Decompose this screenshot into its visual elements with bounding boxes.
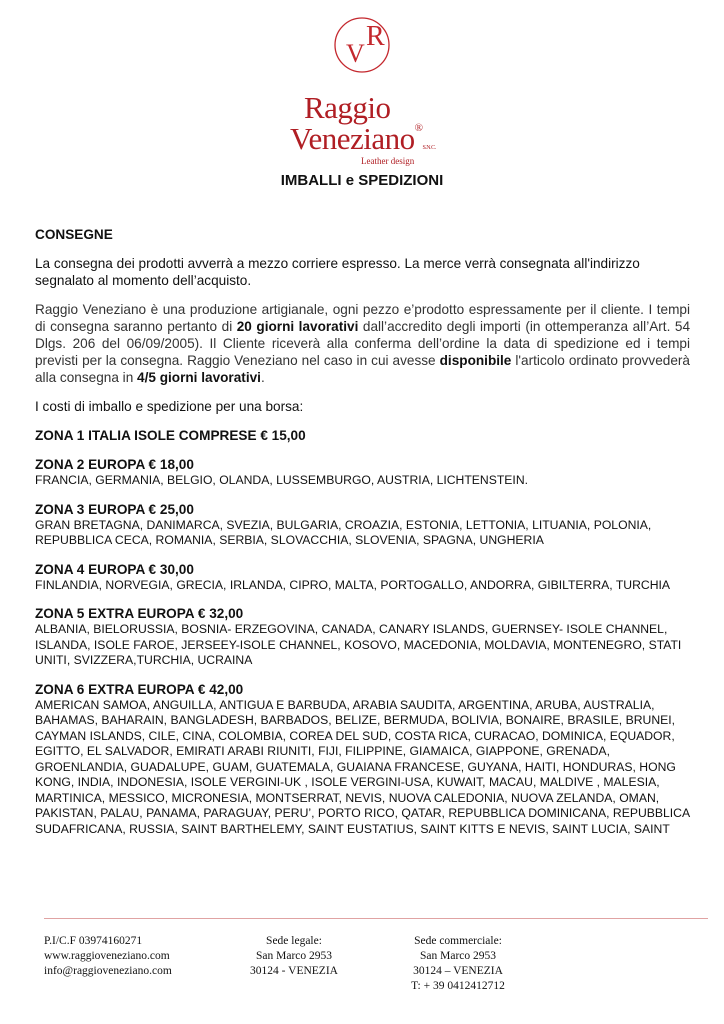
zone-2 [35, 456, 690, 489]
brand-name-line2: Veneziano®S.N.C. [290, 121, 436, 156]
website-link[interactable]: www.raggioveneziano.com [44, 950, 170, 962]
phone-number: T: + 39 0412412712 [411, 980, 505, 992]
legal-address-label: Sede legale: [266, 935, 322, 947]
zone-title: ZONA 4 EUROPA € 30,00 [35, 561, 194, 577]
vat-number: P.I/C.F 03974160271 [44, 935, 143, 947]
consegne-paragraph-2: Raggio Veneziano è una produzione artigianale, ogni pezzo e’prodotto espressamente per il cliente. I tempi di consegna saranno pertanto di 20 giorni lavorativi dall’accredito degli importi (in ottemperanza all’Art. 54 Dlgs. 206 del 06/09/2005). Il Cliente riceverà alla conferma dell’ordine la data di spedizione ed i tempi previsti per la consegna. Raggio Veneziano nel caso in cui avesse disponibile l'articolo ordinato provvederà alla consegna in 4/5 giorni lavorativi. [35, 302, 691, 385]
zone-countries: GRAN BRETAGNA, DANIMARCA, SVEZIA, BULGARIA, CROAZIA, ESTONIA, LETTONIA, LITUANIA, POLONIA, REPUBBLICA CECA, ROMANIA, SERBIA, SLOVACCHIA, SLOVENIA, SPAGNA, UNGHERIA [35, 517, 652, 547]
zone-1 [35, 427, 690, 444]
footer-commercial-address [400, 934, 516, 994]
zone-countries: FINLANDIA, NORVEGIA, GRECIA, IRLANDA, CIPRO, MALTA, PORTOGALLO, ANDORRA, GIBILTERRA, TURCHIA [35, 577, 671, 592]
brand-snc: S.N.C. [422, 145, 436, 151]
zone-title: ZONA 3 EUROPA € 25,00 [35, 501, 194, 517]
consegne-paragraph-1: La consegna dei prodotti avverrà a mezzo corriere espresso. La merce verrà consegnata all'indirizzo segnalato al momento dell’acquisto. [35, 256, 640, 288]
registered-mark: ® [414, 122, 423, 134]
zone-countries: AMERICAN SAMOA, ANGUILLA, ANTIGUA E BARBUDA, ARABIA SAUDITA, ARGENTINA, ARUBA, AUSTRALIA, BAHAMAS, BAHARAIN, BANGLADESH, BARBADOS, BELIZE, BERMUDA, BOLIVIA, BONAIRE, BRASILE, BRUNEI, CAYMAN ISLANDS, CILE, CINA, COLOMBIA, COREA DEL SUD, COSTA RICA, CURACAO, DOMINICA, EQUADOR, EGITTO, EL SALVADOR, EMIRATI ARABI RIUNITI, FIJI, FILIPPINE, GIAMAICA, GIAPPONE, GRENADA, GROENLANDIA, GUADALUPE, GUAM, GUATEMALA, GUAIANA FRANCESE, GUYANA, HAITI, HONDURAS, HONG KONG, INDIA, INDONESIA, ISOLE VERGINI-UK , ISOLE VERGINI-USA, KUWAIT, MACAU, MALDIVE , MALESIA, MARTINICA, MESSICO, MICRONESIA, MONTSERRAT, NEVIS, NUOVA CALEDONIA, NUOVA ZELANDA, OMAN, PAKISTAN, PALAU, PANAMA, PARAGUAY, PERU’, PORTO RICO, QATAR, REPUBBLICA DOMINICANA, REPUBBLICA SUDAFRICANA, RUSSIA, SAINT BARTHELEMY, SAINT EUSTATIUS, SAINT KITTS E NEVIS, SAINT LUCIA, SAINT [35, 697, 690, 836]
zone-title: ZONA 6 EXTRA EUROPA € 42,00 [35, 681, 244, 697]
commercial-address-label: Sede commerciale: [414, 935, 502, 947]
brand-name-line1: Raggio [304, 90, 391, 125]
zone-4 [35, 561, 690, 594]
delivery-days: 20 giorni lavorativi [236, 319, 359, 334]
zone-3 [35, 501, 690, 549]
svg-text:V: V [346, 39, 365, 68]
brand-subtitle: Leather design [361, 156, 415, 166]
zone-6 [35, 681, 690, 838]
commercial-address-city: 30124 – VENEZIA [413, 965, 503, 977]
legal-address-street: San Marco 2953 [255, 950, 332, 962]
commercial-address-street: San Marco 2953 [419, 950, 496, 962]
availability-label: disponibile [439, 353, 512, 368]
legal-address-city: 30124 - VENEZIA [250, 965, 338, 977]
zone-countries: FRANCIA, GERMANIA, BELGIO, OLANDA, LUSSEMBURGO, AUSTRIA, LICHTENSTEIN. [35, 473, 529, 487]
footer-legal-address [236, 934, 352, 979]
zone-title: ZONA 1 ITALIA ISOLE COMPRESE € 15,00 [35, 428, 306, 443]
monogram-icon [332, 14, 392, 76]
page-title: IMBALLI e SPEDIZIONI [280, 172, 444, 189]
document-body [35, 226, 690, 849]
zone-title: ZONA 2 EUROPA € 18,00 [35, 457, 194, 472]
email-link[interactable]: info@raggioveneziano.com [44, 965, 172, 977]
footer-divider [44, 918, 708, 919]
zone-title: ZONA 5 EXTRA EUROPA € 32,00 [35, 606, 244, 621]
footer-company-info [44, 934, 172, 979]
svg-text:R: R [366, 21, 385, 52]
brand-logo [0, 14, 724, 76]
costs-intro: I costi di imballo e spedizione per una borsa: [35, 399, 304, 414]
zone-5 [35, 605, 690, 669]
consegne-heading: CONSEGNE [35, 227, 113, 242]
zone-countries: ALBANIA, BIELORUSSIA, BOSNIA- ERZEGOVINA, CANADA, CANARY ISLANDS, GUERNSEY- ISOLE CHANNEL, ISLANDA, ISOLE FAROE, JERSEEY-ISOLE CHANNEL, KOSOVO, MACEDONIA, MOLDAVIA, MONTENEGRO, STATI UNITI, SVIZZERA,TURCHIA, UCRAINA [35, 622, 682, 667]
express-days: 4/5 giorni lavorativi [137, 370, 261, 385]
